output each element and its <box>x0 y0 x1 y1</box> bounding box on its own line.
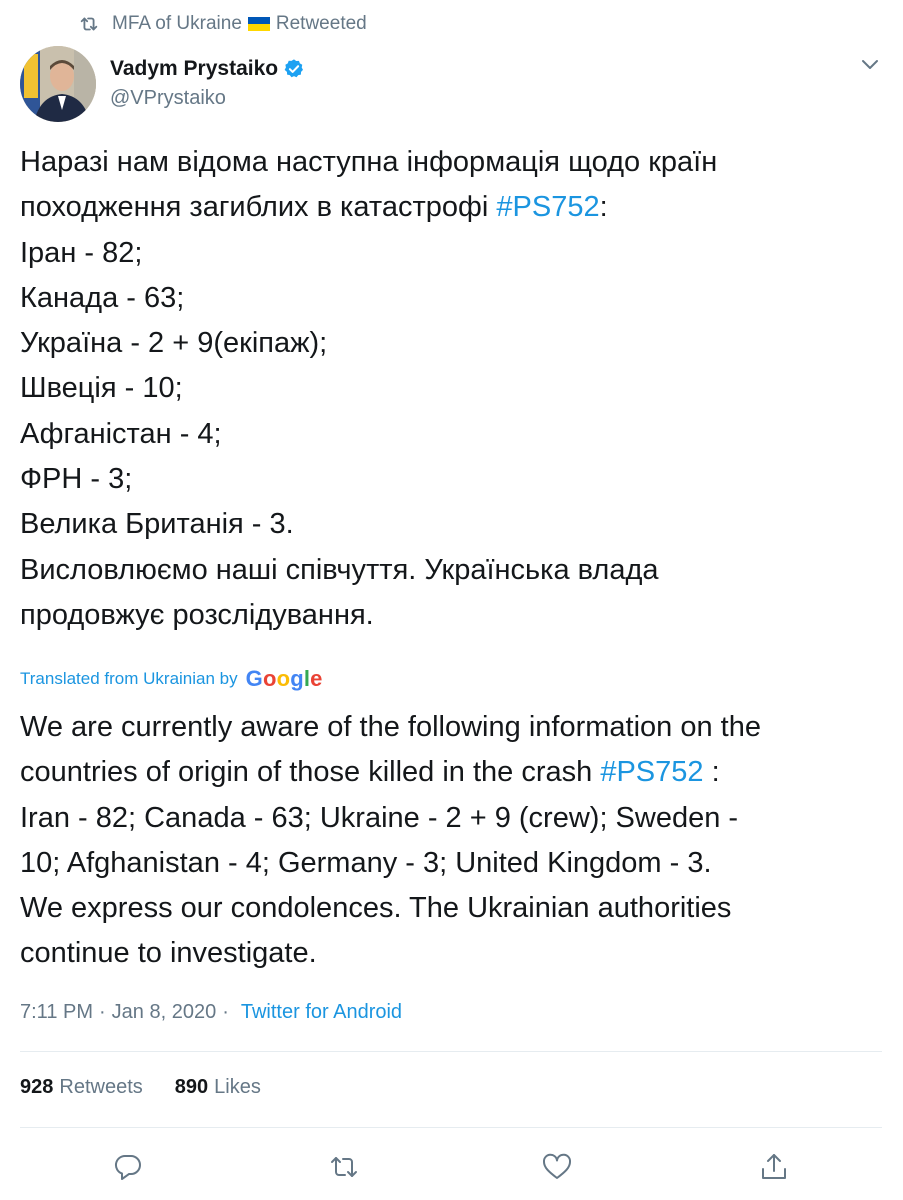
retweet-action-icon[interactable] <box>328 1151 360 1183</box>
reply-icon[interactable] <box>112 1151 144 1183</box>
verified-badge-icon <box>283 58 305 80</box>
tweet-date[interactable]: Jan 8, 2020 <box>111 1001 217 1023</box>
tweet-line: продовжує розслідування. <box>20 598 374 631</box>
meta-separator: · <box>222 1001 229 1023</box>
tweet-text <box>20 140 890 638</box>
hashtag-link[interactable]: #PS752 <box>600 756 704 789</box>
translation-line <box>20 750 890 795</box>
translation-label[interactable]: Translated from Ukrainian by <box>20 669 238 688</box>
translation-line: We are currently aware of the following information on the <box>20 711 761 743</box>
tweet-line: Іран - 82; <box>20 236 143 269</box>
divider <box>20 1127 882 1128</box>
author-block[interactable] <box>110 57 305 110</box>
retweets-stat[interactable] <box>20 1076 143 1099</box>
tweet-line: Канада - 63; <box>20 281 185 314</box>
tweet-line: Афганістан - 4; <box>20 417 222 450</box>
ukraine-flag-icon <box>248 17 270 31</box>
likes-stat[interactable] <box>175 1076 261 1099</box>
tweet-line-text: : <box>599 191 608 224</box>
tweet-line: Висловлюємо наші співчуття. Українська влада <box>20 553 659 586</box>
divider <box>20 1051 882 1052</box>
avatar[interactable] <box>20 46 96 122</box>
meta-separator: · <box>99 1001 106 1023</box>
share-icon[interactable] <box>758 1151 790 1183</box>
translation-text <box>20 705 890 977</box>
tweet-line: Велика Британія - 3. <box>20 508 294 541</box>
retweeted-by-bar[interactable] <box>78 12 367 36</box>
tweet-line: ФРН - 3; <box>20 463 133 496</box>
hashtag-link[interactable]: #PS752 <box>496 191 600 224</box>
retweeter-name[interactable]: MFA of Ukraine <box>112 13 242 34</box>
tweet-time[interactable]: 7:11 PM <box>20 1001 93 1023</box>
retweets-count: 928 <box>20 1076 54 1098</box>
chevron-down-icon[interactable] <box>860 58 880 72</box>
like-icon[interactable] <box>541 1151 573 1183</box>
translation-line-text: countries of origin of those killed in the crash <box>20 756 601 789</box>
translation-line: Iran - 82; Canada - 63; Ukraine - 2 + 9 (crew); Sweden - <box>20 801 739 834</box>
likes-count: 890 <box>174 1076 209 1098</box>
retweeted-label: Retweeted <box>275 13 367 34</box>
tweet-source-link[interactable]: Twitter for Android <box>240 1001 403 1023</box>
translation-line: 10; Afghanistan - 4; Germany - 3; United Kingdom - 3. <box>20 846 712 879</box>
author-handle[interactable]: @VPrystaiko <box>110 87 226 109</box>
likes-label: Likes <box>214 1076 261 1098</box>
action-bar <box>0 1151 903 1185</box>
retweets-label: Retweets <box>59 1076 143 1098</box>
google-logo: Google <box>245 666 323 691</box>
translation-line: continue to investigate. <box>20 937 317 970</box>
tweet-line: Швеція - 10; <box>20 372 183 405</box>
translation-attribution[interactable] <box>20 666 323 692</box>
author-name[interactable]: Vadym Prystaiko <box>110 57 279 80</box>
tweet-line: Наразі нам відома наступна інформація щодо країн <box>20 146 718 178</box>
tweet-line: Україна - 2 + 9(екіпаж); <box>20 327 328 360</box>
retweet-icon <box>78 13 100 35</box>
tweet-stats <box>20 1076 261 1099</box>
tweet-line <box>20 185 890 230</box>
translation-line: We express our condolences. The Ukrainian authorities <box>20 892 732 925</box>
translation-line-text: : <box>703 756 720 789</box>
tweet-line-text: походження загиблих в катастрофі <box>20 191 497 224</box>
tweet-meta <box>20 1001 402 1024</box>
